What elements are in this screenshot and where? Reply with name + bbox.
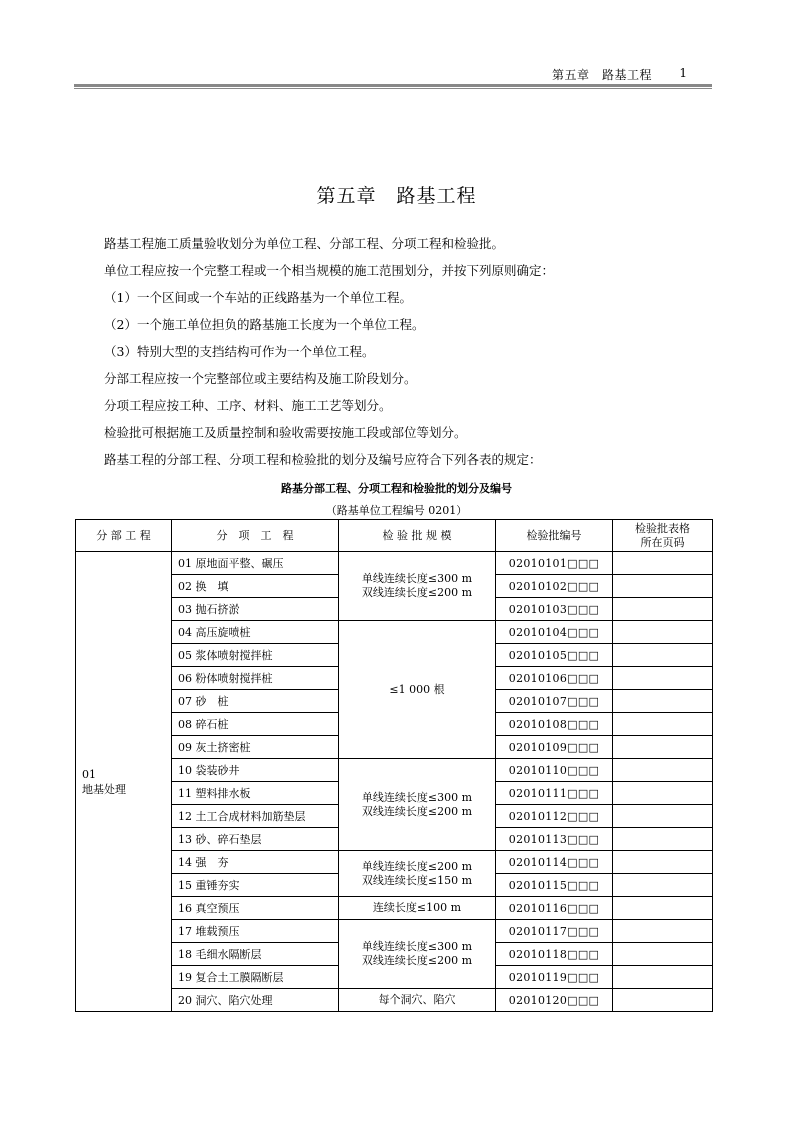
code-cell: 02010117□□□ xyxy=(496,920,613,943)
code-cell: 02010116□□□ xyxy=(496,897,613,920)
scale-line: 单线连续长度≤300 m xyxy=(361,572,473,585)
table-title: 路基分部工程、分项工程和检验批的划分及编号 xyxy=(281,482,512,495)
item-cell: 08 碎石桩 xyxy=(172,713,339,736)
scale-line: 双线连续长度≤200 m xyxy=(361,954,473,967)
page-cell xyxy=(613,621,713,644)
table-row xyxy=(76,989,713,1012)
code-cell: 02010107□□□ xyxy=(496,690,613,713)
code-cell: 02010104□□□ xyxy=(496,621,613,644)
code-cell: 02010118□□□ xyxy=(496,943,613,966)
item-cell: 10 袋装砂井 xyxy=(172,759,339,782)
page-cell xyxy=(613,736,713,759)
scale-cell: 每个洞穴、陷穴 xyxy=(339,989,496,1012)
item-cell: 07 砂 桩 xyxy=(172,690,339,713)
paragraph: （3）特别大型的支挡结构可作为一个单位工程。 xyxy=(104,344,375,359)
code-cell: 02010112□□□ xyxy=(496,805,613,828)
item-cell: 02 换 填 xyxy=(172,575,339,598)
paragraph: 检验批可根据施工及质量控制和验收需要按施工段或部位等划分。 xyxy=(104,425,467,440)
page-cell xyxy=(613,897,713,920)
item-cell: 05 浆体喷射搅拌桩 xyxy=(172,644,339,667)
page-cell xyxy=(613,782,713,805)
paragraph: 路基工程的分部工程、分项工程和检验批的划分及编号应符合下列各表的规定： xyxy=(104,452,542,467)
item-cell: 18 毛细水隔断层 xyxy=(172,943,339,966)
item-cell: 14 强 夯 xyxy=(172,851,339,874)
header-rule-thin xyxy=(74,88,712,89)
page-cell xyxy=(613,713,713,736)
scale-line: 单线连续长度≤300 m xyxy=(361,940,473,953)
code-cell: 02010110□□□ xyxy=(496,759,613,782)
scale-line: 单线连续长度≤200 m xyxy=(361,859,473,873)
page-cell xyxy=(613,759,713,782)
division-code: 01 xyxy=(82,767,96,781)
item-cell: 13 砂、碎石垫层 xyxy=(172,828,339,851)
item-cell: 12 土工合成材料加筋垫层 xyxy=(172,805,339,828)
code-cell: 02010105□□□ xyxy=(496,644,613,667)
table-row xyxy=(76,621,713,644)
table-row xyxy=(76,759,713,782)
header-scale: 检 验 批 规 模 xyxy=(339,520,496,552)
scale-line: 双线连续长度≤200 m xyxy=(361,804,473,818)
code-cell: 02010114□□□ xyxy=(496,851,613,874)
paragraph: 分部工程应按一个完整部位或主要结构及施工阶段划分。 xyxy=(104,371,417,386)
table-header-row xyxy=(76,520,713,552)
item-cell: 11 塑料排水板 xyxy=(172,782,339,805)
code-cell: 02010111□□□ xyxy=(496,782,613,805)
item-cell: 16 真空预压 xyxy=(172,897,339,920)
header-code: 检验批编号 xyxy=(496,520,613,552)
page-cell xyxy=(613,874,713,897)
header-rule-thick xyxy=(74,84,712,87)
division-name: 地基处理 xyxy=(82,782,126,796)
page-cell xyxy=(613,966,713,989)
item-cell: 01 原地面平整、碾压 xyxy=(172,552,339,575)
paragraph: 路基工程施工质量验收划分为单位工程、分部工程、分项工程和检验批。 xyxy=(104,236,505,251)
chapter-title: 第五章 路基工程 xyxy=(316,185,477,207)
table-row xyxy=(76,552,713,575)
paragraph: 单位工程应按一个完整工程或一个相当规模的施工范围划分，并按下列原则确定： xyxy=(104,263,555,278)
header-item: 分 项 工 程 xyxy=(172,520,339,552)
page-cell xyxy=(613,667,713,690)
table-row xyxy=(76,851,713,874)
page-cell xyxy=(613,851,713,874)
item-cell: 03 抛石挤淤 xyxy=(172,598,339,621)
code-cell: 02010115□□□ xyxy=(496,874,613,897)
scale-cell: 连续长度≤100 m xyxy=(339,897,496,920)
page-cell xyxy=(613,690,713,713)
code-cell: 02010119□□□ xyxy=(496,966,613,989)
header-page-line1: 检验批表格 xyxy=(635,521,690,535)
page-cell xyxy=(613,598,713,621)
page-cell xyxy=(613,943,713,966)
page-cell xyxy=(613,805,713,828)
paragraph: （2）一个施工单位担负的路基施工长度为一个单位工程。 xyxy=(104,317,425,332)
item-cell: 17 堆载预压 xyxy=(172,920,339,943)
header-chapter: 第五章 路基工程 xyxy=(551,68,652,82)
paragraph: （1）一个区间或一个车站的正线路基为一个单位工程。 xyxy=(104,290,412,305)
code-cell: 02010102□□□ xyxy=(496,575,613,598)
page-cell xyxy=(613,920,713,943)
code-cell: 02010103□□□ xyxy=(496,598,613,621)
scale-cell: ≤1 000 根 xyxy=(339,621,496,759)
division-cell xyxy=(76,552,172,1012)
item-cell: 09 灰土挤密桩 xyxy=(172,736,339,759)
scale-cell xyxy=(339,851,496,897)
division-table xyxy=(75,519,713,1012)
code-cell: 02010113□□□ xyxy=(496,828,613,851)
item-cell: 19 复合土工膜隔断层 xyxy=(172,966,339,989)
header-division: 分 部 工 程 xyxy=(76,520,172,552)
item-cell: 06 粉体喷射搅拌桩 xyxy=(172,667,339,690)
page-cell xyxy=(613,989,713,1012)
running-header xyxy=(74,64,712,84)
scale-line: 单线连续长度≤300 m xyxy=(361,790,473,804)
item-cell: 20 洞穴、陷穴处理 xyxy=(172,989,339,1012)
item-cell: 04 高压旋喷桩 xyxy=(172,621,339,644)
code-cell: 02010101□□□ xyxy=(496,552,613,575)
scale-cell xyxy=(339,552,496,621)
code-cell: 02010106□□□ xyxy=(496,667,613,690)
scale-cell xyxy=(339,920,496,989)
page-cell xyxy=(613,644,713,667)
page-cell xyxy=(613,828,713,851)
table-row xyxy=(76,920,713,943)
code-cell: 02010120□□□ xyxy=(496,989,613,1012)
scale-line: 双线连续长度≤150 m xyxy=(361,873,473,887)
page-cell xyxy=(613,552,713,575)
item-cell: 15 重锤夯实 xyxy=(172,874,339,897)
paragraph: 分项工程应按工种、工序、材料、施工工艺等划分。 xyxy=(104,398,392,413)
header-page xyxy=(613,520,713,552)
header-page-number: 1 xyxy=(679,66,687,80)
code-cell: 02010108□□□ xyxy=(496,713,613,736)
scale-cell xyxy=(339,759,496,851)
page-cell xyxy=(613,575,713,598)
table-subtitle: （路基单位工程编号 0201） xyxy=(325,504,468,517)
code-cell: 02010109□□□ xyxy=(496,736,613,759)
header-page-line2: 所在页码 xyxy=(640,535,685,549)
scale-line: 双线连续长度≤200 m xyxy=(361,586,473,599)
table-row xyxy=(76,897,713,920)
